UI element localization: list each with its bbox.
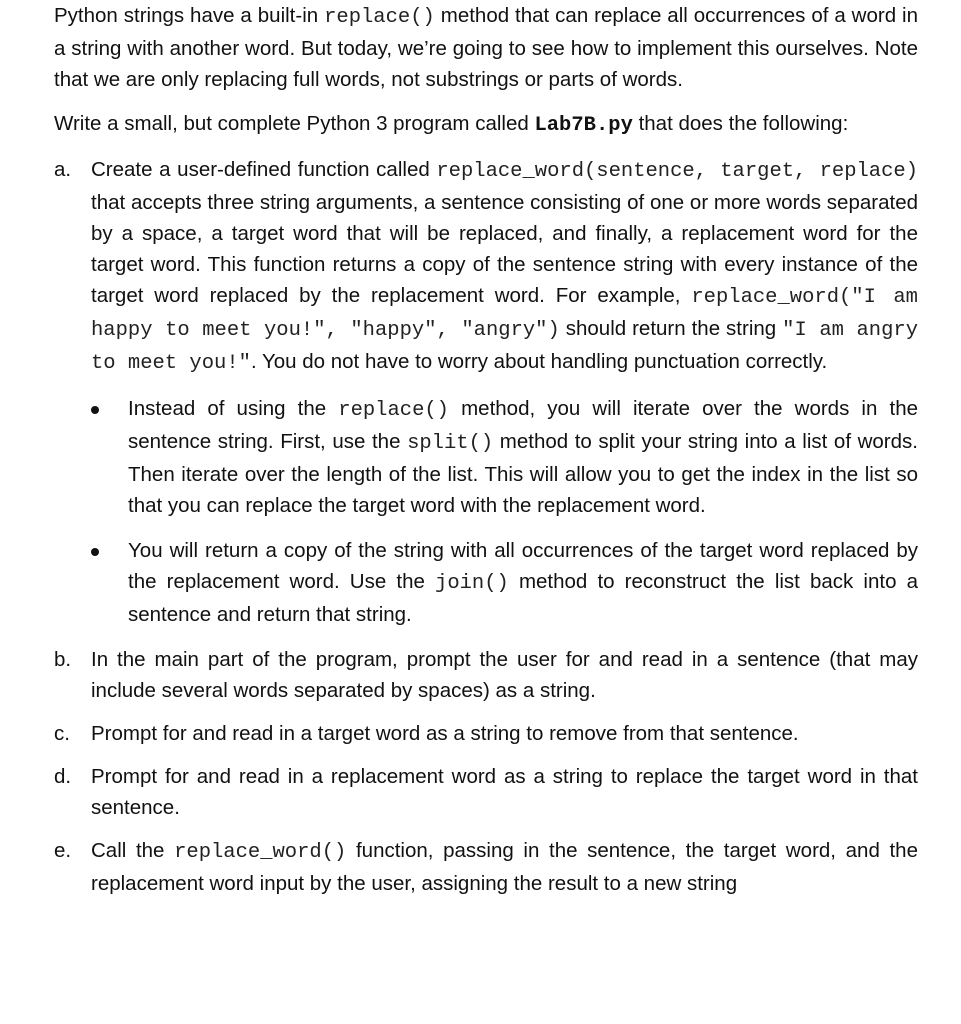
item-a-bullet-list: [91, 393, 918, 630]
intro-text-2: method that can replace all occurrences of a word in a string with another word. But today, we’re going to see how to implement this ourselves. Note that we are only replacing full words, not substrings or parts of words.: [54, 4, 918, 91]
bullet-1-text-3: method to split your string into a list of words. Then iterate over the length of the list. This will allow you to get the index in the list so that you can replace the target word with the replacement word.: [128, 430, 918, 517]
list-item-b: [54, 644, 918, 706]
list-item-e: [54, 835, 918, 899]
list-marker-e: e.: [54, 839, 72, 862]
item-a-code-example-result: "I am angry to meet you!": [91, 319, 918, 375]
bullet-dot-icon: [91, 406, 99, 414]
intro-text-1: Python strings have a built-in: [54, 4, 325, 27]
assignment-document: [54, 0, 918, 911]
item-a-code-signature: replace_word(sentence, target, replace): [436, 160, 919, 183]
item-a-text-3: should return the string: [559, 317, 783, 340]
list-marker-a: a.: [54, 158, 72, 181]
program-filename: Lab7B.py: [534, 114, 633, 137]
item-e-text-2: function, passing in the sentence, the target word, and the replacement word input by the user, assigning the result to a new string: [91, 839, 918, 895]
list-item-c: [54, 718, 918, 749]
list-item-d: [54, 761, 918, 823]
bullet-1-code-split: split(): [407, 432, 494, 455]
bullet-1-text-2: method, you will iterate over the words in the sentence string. First, use the: [128, 397, 918, 453]
bullet-dot-icon: [91, 548, 99, 556]
item-a-code-example-call: replace_word("I am happy to meet you!", "happy", "angry"): [91, 286, 918, 342]
list-marker-d: d.: [54, 765, 72, 788]
intro-code-replace: replace(): [324, 6, 435, 29]
item-a-text-2: that accepts three string arguments, a sentence consisting of one or more words separated by a space, a target word that will be replaced, and finally, a replacement word for the target word. This function returns a copy of the sentence string with every instance of the target word replaced by the replacement word. For example,: [91, 191, 918, 307]
item-a-text-4: . You do not have to worry about handling punctuation correctly.: [250, 350, 828, 373]
list-marker-c: c.: [54, 722, 70, 745]
list-item-a: [54, 154, 918, 630]
item-e-code-function: replace_word(): [174, 841, 347, 864]
bullet-2-text-1: You will return a copy of the string with all occurrences of the target word replaced by the replacement word. Use the: [128, 539, 918, 593]
bullet-2-code-join: join(): [435, 572, 509, 595]
item-d-text: Prompt for and read in a replacement word as a string to replace the target word in that sentence.: [91, 765, 918, 819]
bullet-2-text-2: method to reconstruct the list back into a sentence and return that string.: [128, 570, 918, 626]
item-c-text: Prompt for and read in a target word as a string to remove from that sentence.: [91, 722, 799, 745]
task-text-1: Write a small, but complete Python 3 program called: [54, 112, 535, 135]
bullet-item-1: [91, 393, 918, 521]
bullet-item-2: [91, 535, 918, 630]
task-paragraph: [54, 108, 918, 141]
bullet-1-code-replace: replace(): [338, 399, 449, 422]
task-text-2: that does the following:: [632, 112, 849, 135]
intro-paragraph: [54, 0, 918, 95]
item-b-text: In the main part of the program, prompt the user for and read in a sentence (that may include several words separated by spaces) as a string.: [91, 648, 918, 702]
bullet-1-text-1: Instead of using the: [128, 397, 339, 420]
item-e-text-1: Call the: [91, 839, 175, 862]
requirements-list: [54, 154, 918, 899]
item-a-text-1: Create a user-defined function called: [91, 158, 437, 181]
list-marker-b: b.: [54, 648, 72, 671]
